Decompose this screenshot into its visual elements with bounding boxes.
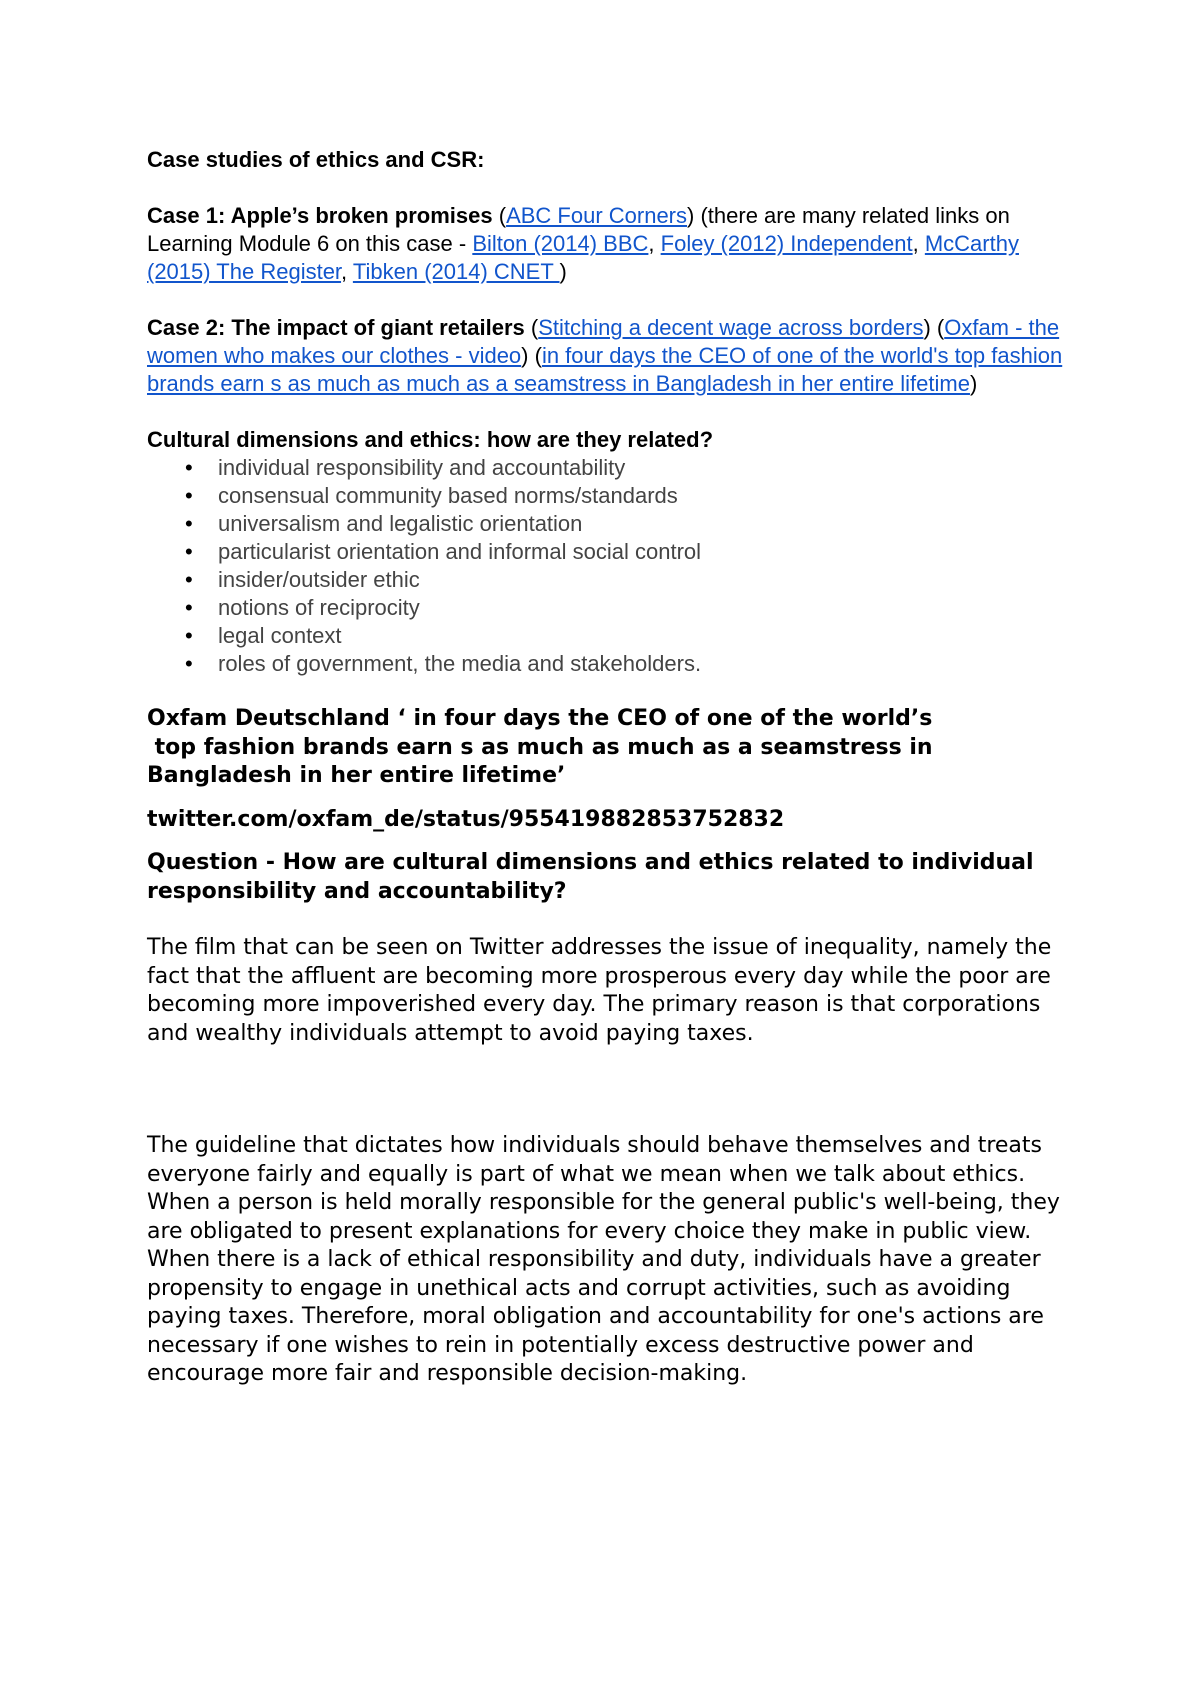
question-heading: Question - How are cultural dimensions and ethics related to individual responsibility and accountability? xyxy=(147,850,1034,904)
cultural-list xyxy=(147,454,1077,678)
cultural-title: Cultural dimensions and ethics: how are they related? xyxy=(147,427,714,452)
link-tibken-cnet[interactable]: Tibken (2014) CNET xyxy=(352,259,560,284)
link-stitching-wage[interactable]: Stitching a decent wage across borders xyxy=(538,315,924,340)
oxfam-title xyxy=(147,705,1077,791)
case1-text: ) (there are many related links on Learning Module 6 on this case - xyxy=(147,203,1010,256)
body-paragraph-1: The film that can be seen on Twitter addresses the issue of inequality, namely the fact that the affluent are becoming more prosperous every day while the poor are becoming more impoverished every day. The primary reason is that corporations and wealthy individuals attempt to avoid paying taxes. xyxy=(147,935,1052,1046)
link-oxfam-video[interactable]: Oxfam - the women who makes our clothes - video xyxy=(147,315,1060,368)
link-mccarthy-register[interactable]: McCarthy (2015) The Register xyxy=(147,231,1019,284)
list-item: • notions of reciprocity xyxy=(147,594,1077,622)
case2-paragraph xyxy=(147,314,1077,398)
link-abc-four-corners[interactable]: ABC Four Corners xyxy=(506,203,688,228)
list-item: • universalism and legalistic orientation xyxy=(147,510,1077,538)
case1-sep3: , xyxy=(341,259,353,284)
list-item: • insider/outsider ethic xyxy=(147,566,1077,594)
case2-text2: ) ( xyxy=(521,343,542,368)
oxfam-title-line3: Bangladesh in her entire lifetime’ xyxy=(147,763,566,788)
list-item: • legal context xyxy=(147,622,1077,650)
case1-paragraph xyxy=(147,202,1077,286)
link-foley-independent[interactable]: Foley (2012) Independent xyxy=(660,231,913,256)
list-item: • particularist orientation and informal social control xyxy=(147,538,1077,566)
case2-text1: ) ( xyxy=(923,315,945,340)
case2-close: ) xyxy=(969,371,978,396)
twitter-url: twitter.com/oxfam_de/status/955419882853752832 xyxy=(147,806,785,832)
body-paragraph-2: The guideline that dictates how individuals should behave themselves and treats everyone fairly and equally is part of what we mean when we talk about ethics. When a person is held morally responsible for the general public's well-being, they are obligated to present explanations for every choice they make in public view. When there is a lack of ethical responsibility and duty, individuals have a greater propensity to engage in unethical acts and corrupt activities, such as avoiding paying taxes. Therefore, moral obligation and accountability for one's actions are necessary if one wishes to rein in potentially excess destructive power and encourage more fair and responsible decision-making. xyxy=(147,1133,1060,1386)
case1-open: ( xyxy=(492,203,507,228)
link-four-days-ceo[interactable]: in four days the CEO of one of the world's top fashion brands earn s as much as much as a seamstress in Bangladesh in her entire lifetime xyxy=(147,343,1063,396)
case1-close: ) xyxy=(559,259,567,284)
oxfam-title-line2: top fashion brands earn s as much as much as a seamstress in xyxy=(147,734,933,760)
list-item: • individual responsibility and accountability xyxy=(147,454,1077,482)
document-page xyxy=(147,146,1077,1389)
doc-heading: Case studies of ethics and CSR: xyxy=(147,147,485,172)
case1-sep1: , xyxy=(648,231,661,256)
list-item: • roles of government, the media and stakeholders. xyxy=(147,650,1077,678)
oxfam-title-line1: Oxfam Deutschland ‘ in four days the CEO of one of the world’s xyxy=(147,706,933,731)
case2-title: Case 2: The impact of giant retailers xyxy=(147,315,525,340)
link-bilton-bbc[interactable]: Bilton (2014) BBC xyxy=(472,231,649,256)
list-item: • consensual community based norms/standards xyxy=(147,482,1077,510)
case1-title: Case 1: Apple’s broken promises xyxy=(147,203,493,228)
case2-open: ( xyxy=(524,315,539,340)
case1-sep2: , xyxy=(912,231,925,256)
